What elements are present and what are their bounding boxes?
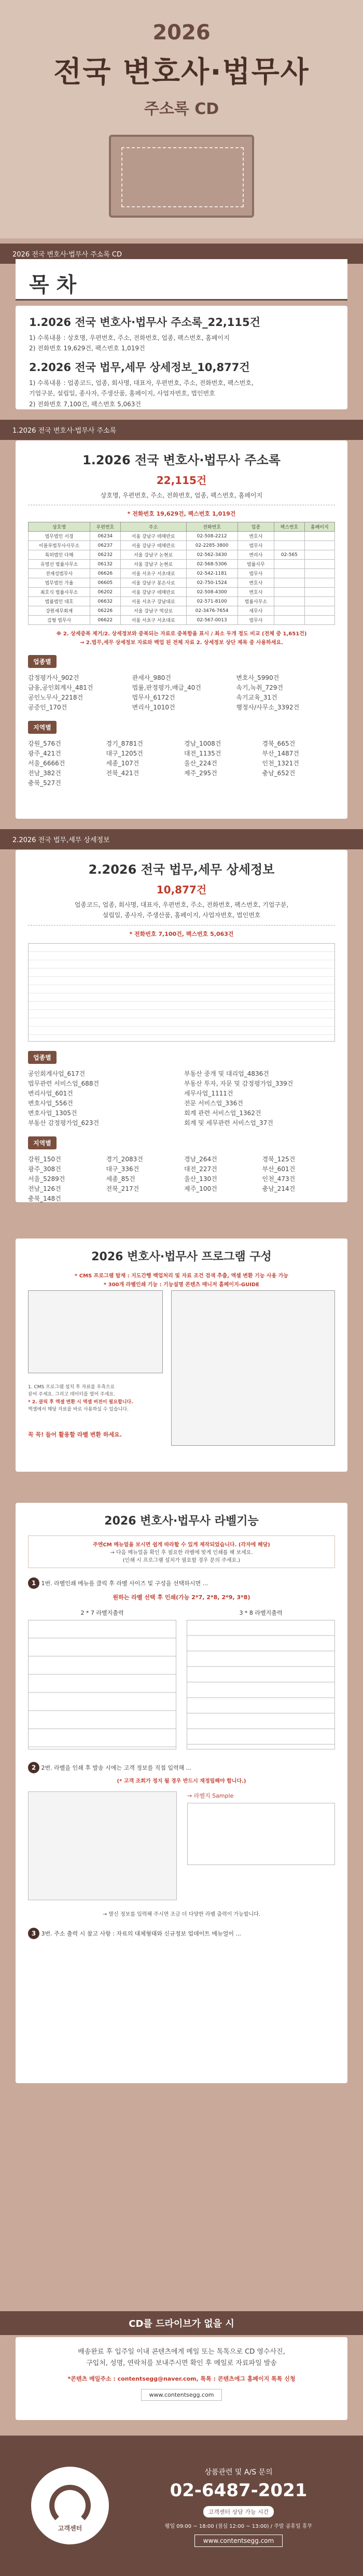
list-item: 공인회계사업_617건 [28,1070,86,1077]
footer-as-label: 상품관련 및 A/S 문의 [204,2468,273,2477]
list-item: 세종_85건 [106,1175,135,1183]
list-item: 부동산 투자, 자문 및 감정평가업_339건 [184,1079,294,1087]
program-link: 꼭 꼭! 들어 활용할 라벨 변환 하세요. [28,1431,122,1438]
list-item: 법무사_6172건 [132,694,175,702]
list-item: 변호사업_556건 [28,1099,73,1107]
table-row [29,616,335,625]
tag-by-industry: 업종별 [28,1051,57,1064]
label-preview-title: 3 * 8 라벨지출력 [239,1610,283,1616]
table-cell: 특허법인 다해 [29,550,90,560]
table-cell: 06632 [90,597,120,606]
driver-card [16,2337,347,2420]
list-item: 대구_336건 [106,1165,139,1173]
table-cell: 02-508-4300 [186,588,238,597]
table-cell: 06232 [90,550,120,560]
table-row [29,550,335,560]
table-cell: 02-568-5306 [186,560,238,569]
caption-line: * 2. 클릭 후 엑셀 변환 시 엑셀 버전이 필요합니다. [28,1399,133,1405]
table-cell [274,560,304,569]
list-item: 충남_214건 [262,1185,296,1192]
label-step1b: 원하는 라벨 선택 후 인쇄(가능 2*7, 2*8, 2*9, 3*8) [113,1594,250,1601]
list-item: 경남_264건 [184,1155,217,1163]
section1-warning-2: → 2.법무,세무 상세정보 자료와 백업 된 전체 자료 2. 상세정보 상단 제목 중 사용하세요. [80,640,283,646]
section2-fields-2: 설립일, 종사자, 주생산품, 홈페이지, 사업자번호, 법인번호 [102,912,261,919]
table-cell [274,569,304,578]
label-step2-visuals [28,1791,335,1900]
table-cell: 서울 강남구 봉은사로 [120,578,186,588]
list-item: 관세사_980건 [132,674,171,682]
toc-s2-line: 1) 수록내용 : 업종코드, 업종, 회사명, 대표자, 우편번호, 주소, 전화번호, 팩스번호, [29,379,254,387]
table-cell: 전재성법무사 [29,569,90,578]
list-item: 대구_1205건 [106,750,143,758]
list-item: 속기,녹취_729건 [236,684,284,692]
section1-count: 22,115건 [156,474,207,487]
table-cell [274,606,304,616]
label-intro: → 다음 메뉴얼을 확인 후 필요한 라벨에 맞게 인쇄를 해 보세요. [110,1550,253,1556]
label-sample-box [187,1803,335,1865]
table-row [29,560,335,569]
list-item: 공인노무사_2218건 [28,694,83,702]
section2-region-list [28,1155,335,1203]
table-cell: 서울 서초구 서초대로 [120,569,186,578]
label-card [16,1503,347,2083]
footer-center-label: 고객센터 [58,2525,82,2532]
section1-note: * 전화번호 19,629건, 팩스번호 1,019건 [127,510,236,518]
table-row [29,588,335,597]
table-cell: 02-542-1181 [186,569,238,578]
table-row [29,606,335,616]
list-item: 대전_227건 [184,1165,217,1173]
table-cell [304,569,334,578]
col-header: 전화번호 [186,522,238,532]
table-cell [274,597,304,606]
toc-s2-line: 2) 전화번호 7,100건, 팩스번호 5,063건 [29,400,142,408]
program-caption [28,1384,163,1414]
program-note-2: * 300개 라벨인쇄 기능 : 기능설명 콘텐츠 매니저 홈페이지-GUIDE [103,1282,260,1288]
label-step2 [28,1762,335,1773]
table-cell: 06226 [90,606,120,616]
toc-s1-line: 1) 수록내용 : 상호명, 우편번호, 주소, 전화번호, 업종, 팩스번호, 홈페이지 [29,334,230,341]
list-item: 서울_6666건 [28,760,65,767]
table-cell [304,578,334,588]
list-item: 제주_100건 [184,1185,217,1192]
label-sample-title: → 라벨지 Sample [187,1792,234,1799]
section-band-toc: 2026 전국 변호사·법무사 주소록 CD [0,244,363,264]
driver-contact: *콘텐츠 메일주소 : contentsegg@naver.com, 톡톡 : 콘텐츠에그 홈페이지 톡톡 신청 [67,2375,296,2383]
table-cell: 법률법인 대호 [29,597,90,606]
table-cell: 변호사 [238,578,274,588]
table-cell: 변리사 [238,550,274,560]
list-item: 회계 및 세무관련 서비스업_37건 [184,1119,273,1127]
headset-icon [31,2467,109,2544]
toc-heading: 목 차 [16,259,347,301]
section2-fields: 업종코드, 업종, 회사명, 대표자, 우편번호, 주소, 전화번호, 팩스번호, 기업구분, [74,901,289,908]
program-window-1 [28,1290,163,1373]
table-cell: 02-2285-3800 [186,541,238,550]
label-step4-text: 3번. 주소 출력 시 참고 사항 : 자료의 대체형태와 신규정보 업데이트 메뉴얼이 ... [41,1930,241,1937]
list-item: 충북_148건 [28,1194,61,1202]
hero-title: 전국 변호사·법무사 [53,55,310,89]
toc-s1-title: 1.2026 전국 변호사·법무사 주소록_22,115건 [29,316,260,329]
section2-count: 10,877건 [156,884,207,896]
section1-fields: 상호명, 우편번호, 주소, 전화번호, 업종, 팩스번호, 홈페이지 [100,492,263,499]
toc-card [16,306,347,409]
list-item: 세종_107건 [106,760,139,767]
label-step1 [28,1577,335,1589]
list-item: 속기교육_31건 [236,694,277,702]
table-cell [304,597,334,606]
list-item: 변호사업_1305건 [28,1109,77,1117]
table-cell [304,606,334,616]
table-cell: 02-3476-7654 [186,606,238,616]
table-cell: 02-508-2212 [186,532,238,541]
label-step2-text: 2번. 라벨을 인쇄 후 발송 시에는 고객 정보를 직접 입력해 ... [41,1764,192,1771]
table-row [29,578,335,588]
list-item: 변리사업_601건 [28,1089,73,1097]
toc-s2-line: 기업구분, 설립일, 종사자, 주생산품, 홈페이지, 사업자번호, 법인번호 [29,390,215,397]
section1-region-list [28,739,335,787]
table-cell: 변호사 [238,588,274,597]
list-item: 광주_421건 [28,750,61,758]
section1-table-wrap [28,522,335,625]
caption-line: 1. CMS 프로그램 설치 후 자료를 우측으로 [28,1385,115,1390]
table-cell: 법률사무소 [238,597,274,606]
table-cell: 06605 [90,578,120,588]
list-item: 금융,공인회계사_481건 [28,684,93,692]
list-item: 전남_126건 [28,1185,61,1192]
program-card [16,1239,347,1472]
label-intro-box [28,1535,335,1568]
list-item: 인천_473건 [262,1175,296,1183]
table-cell: 유영선 법률사무소 [29,560,90,569]
list-item: 세무사업_1111건 [184,1089,233,1097]
label-intro: 주엔CM 메뉴얼을 보시면 쉽게 따라할 수 있게 제작되었습니다. (각자에 해당) [93,1542,270,1548]
table-cell: 법률사무 [238,560,274,569]
list-item: 강원_150건 [28,1155,61,1163]
table-cell [304,550,334,560]
caption-line: 엑셀에서 해당 자료를 바로 사용하실 수 있습니다. [28,1407,129,1413]
table-cell: 법무법인 서경 [29,532,90,541]
list-item: 경기_2083건 [106,1155,143,1163]
section2-card [16,850,347,1202]
table-cell: 06234 [90,532,120,541]
table-cell: 서울 강남구 테헤란로 [120,588,186,597]
list-item: 부산_601건 [262,1165,296,1173]
driver-line: 구입처, 성명, 연락처를 보내주시면 확인 후 메일로 자료파일 발송 [86,2359,277,2368]
label-intro: (인쇄 시 프로그램 설치가 필요할 경우 문의 주세요.) [122,1558,241,1563]
table-cell [274,541,304,550]
table-row [29,541,335,550]
section-band-1: 1.2026 전국 변호사·법무사 주소록 [0,420,363,440]
table-cell [274,588,304,597]
label-sheet-3x8 [187,1620,335,1749]
label-step3: → 발신 정보를 입력해 주시면 조금 더 다양한 라벨 출력이 가능합니다. [102,1912,261,1917]
table-cell: 서울 강남구 논현로 [120,550,186,560]
toc-s2-title: 2.2026 전국 법무,세무 상세정보_10,877건 [29,361,250,374]
program-title: 2026 변호사·법무사 프로그램 구성 [91,1250,272,1263]
label-preview-title: 2 * 7 라벨지출력 [80,1610,124,1616]
step-number-icon: 1 [28,1577,39,1589]
footer-hours: 평일 09:00 ~ 18:00 (점심 12:00 ~ 13:00) / 주말 공휴일 휴무 [164,2524,313,2529]
driver-url-box[interactable]: www.contentsegg.com [141,2389,221,2401]
table-cell: 06132 [90,560,120,569]
list-item: 충북_527건 [28,779,61,787]
table-cell: 법무사 [238,616,274,625]
label-sheet-2x7 [28,1620,176,1749]
section-band-2: 2.2026 전국 법무,세무 상세정보 [0,829,363,849]
table-cell [304,541,334,550]
step-number-icon: 3 [28,1928,39,1939]
hero-year: 2026 [152,21,211,45]
list-item: 부산_1487건 [262,750,299,758]
table-cell: 06626 [90,569,120,578]
table-cell: 06202 [90,588,120,597]
table-cell [304,560,334,569]
program-note: * CMS 프로그램 탑재 : 지도간행 백업처리 및 자료 조건 검색 추출, 엑셀 변환 기능 사용 가능 [74,1273,288,1279]
list-item: 전북_421건 [106,770,139,777]
cd-case-illustration [109,135,254,218]
footer [0,2436,363,2576]
section2-note: * 전화번호 7,100건, 팩스번호 5,063건 [129,930,234,937]
table-cell: 06622 [90,616,120,625]
list-item: 대전_1135건 [184,750,221,758]
table-row [29,532,335,541]
list-item: 경남_1008건 [184,740,221,748]
table-cell: 서울 강남구 테헤란로 [120,541,186,550]
table-cell: 서울 강남구 테헤란로 [120,532,186,541]
table-cell: 변호사 [238,532,274,541]
table-cell: 02-565 [274,550,304,560]
footer-phone[interactable]: 02-6487-2021 [170,2480,308,2501]
table-cell: 02-571-8100 [186,597,238,606]
label-previews [28,1609,335,1749]
list-item: 부동산 중개 및 대리업_4836건 [184,1070,269,1077]
table-cell: 서울 강남구 역삼로 [120,606,186,616]
table-cell: 법무사 [238,569,274,578]
table-cell: 06237 [90,541,120,550]
list-item: 변리사_1010건 [132,704,175,711]
label-step1-text: 1번. 라벨인쇄 메뉴를 클릭 후 라벨 사이즈 및 구성을 선택하시면 ... [41,1580,208,1587]
col-header: 홈페이지 [304,522,334,532]
table-cell: 김형 법무사 [29,616,90,625]
list-item: 행정사/사무소_3392건 [236,704,300,711]
table-row [29,597,335,606]
section1-sample-table [28,522,335,625]
list-item: 감정평가사_902건 [28,674,79,682]
list-item: 울산_130건 [184,1175,217,1183]
step-number-icon: 2 [28,1762,39,1773]
col-header: 우편번호 [90,522,120,532]
list-item: 서울_5289건 [28,1175,65,1183]
label-setup-window [28,1791,177,1900]
list-item: 인천_1321건 [262,760,299,767]
footer-hours-pill: 고객센터 상담 가능 시간 [203,2506,274,2517]
program-window-2 [171,1290,335,1446]
driver-band: CD를 드라이브가 없을 시 [0,2311,363,2335]
list-item: 광주_308건 [28,1165,61,1173]
label-step4 [28,1928,335,1939]
list-item: 부동산 감정평가업_623건 [28,1119,100,1127]
table-cell: 02-562-3430 [186,550,238,560]
table-cell [274,532,304,541]
list-item: 변호사_5990건 [236,674,280,682]
list-item: 법률,판정평가,배급_40건 [132,684,201,692]
list-item: 충남_652건 [262,770,296,777]
toc-s1-line: 2) 전화번호 19,629건, 팩스번호 1,019건 [29,345,145,352]
list-item: 전문 서비스업_336건 [184,1099,243,1107]
col-header: 업종 [238,522,274,532]
tag-by-region: 지역별 [28,721,57,734]
table-cell: 서울 서초구 강남대로 [120,597,186,606]
label-title: 2026 변호사·법무사 라벨기능 [104,1515,259,1528]
list-item: 공증인_170건 [28,704,67,711]
col-header: 주소 [120,522,186,532]
list-item: 울산_224건 [184,760,217,767]
list-item: 전남_382건 [28,770,61,777]
table-cell: 서울 강남구 논현로 [120,560,186,569]
hero-banner [0,0,363,238]
section2-sample-sheet [28,943,335,1042]
section1-industry-list [28,673,335,711]
list-item: 전북_217건 [106,1185,139,1192]
table-cell [304,532,334,541]
col-header: 팩스번호 [274,522,304,532]
list-item: 경북_125건 [262,1155,296,1163]
section1-title: 1.2026 전국 변호사·법무사 주소록 [82,453,281,467]
table-cell: 02-750-1524 [186,578,238,588]
table-cell: 이블루법무사사무소 [29,541,90,550]
list-item: 경북_665건 [262,740,296,748]
table-cell: 법무사 [238,541,274,550]
list-item: 경기_8781건 [106,740,143,748]
list-item: 법무관련 서비스업_688건 [28,1079,100,1087]
section2-title: 2.2026 전국 법무,세무 상세정보 [88,862,275,877]
driver-line: 배송완료 후 입주일 이내 콘텐츠에게 메일 또는 톡톡으로 CD 영수사진, [78,2348,285,2356]
table-cell: 세무사 [238,606,274,616]
table-cell: 법무법인 가율 [29,578,90,588]
table-cell: 강원세무회계 [29,606,90,616]
footer-url[interactable]: www.contentsegg.com [194,2535,283,2547]
list-item: 제주_295건 [184,770,217,777]
table-row [29,569,335,578]
table-cell [304,616,334,625]
section2-industry-list [28,1069,335,1127]
label-step2b: (* 고객 조회가 정지 될 경우 반드시 재정립해야 합니다.) [117,1778,246,1784]
table-cell: 02-567-0013 [186,616,238,625]
table-cell: 최호식 법률사무소 [29,588,90,597]
caption-line: 끌어 주세요. 그리고 데이터를 열어 주세요. [28,1392,115,1398]
table-cell [274,616,304,625]
section1-card [16,440,347,819]
tag-by-industry: 업종별 [28,655,57,668]
table-cell [274,578,304,588]
section1-warning: ※ 2. 상세중복 제거/2. 상세정보와 중복되는 자료로 중복함을 표시 / 최소 두개 정도 비교 (전체 중 1,651건) [56,631,307,637]
hero-subtitle: 주소록 CD [144,100,219,118]
list-item: 강원_576건 [28,740,61,748]
table-cell [304,588,334,597]
table-cell: 서울 서초구 서초대로 [120,616,186,625]
col-header: 상호명 [29,522,90,532]
tag-by-region: 지역별 [28,1136,57,1149]
list-item: 회계 관련 서비스업_1362건 [184,1109,261,1117]
